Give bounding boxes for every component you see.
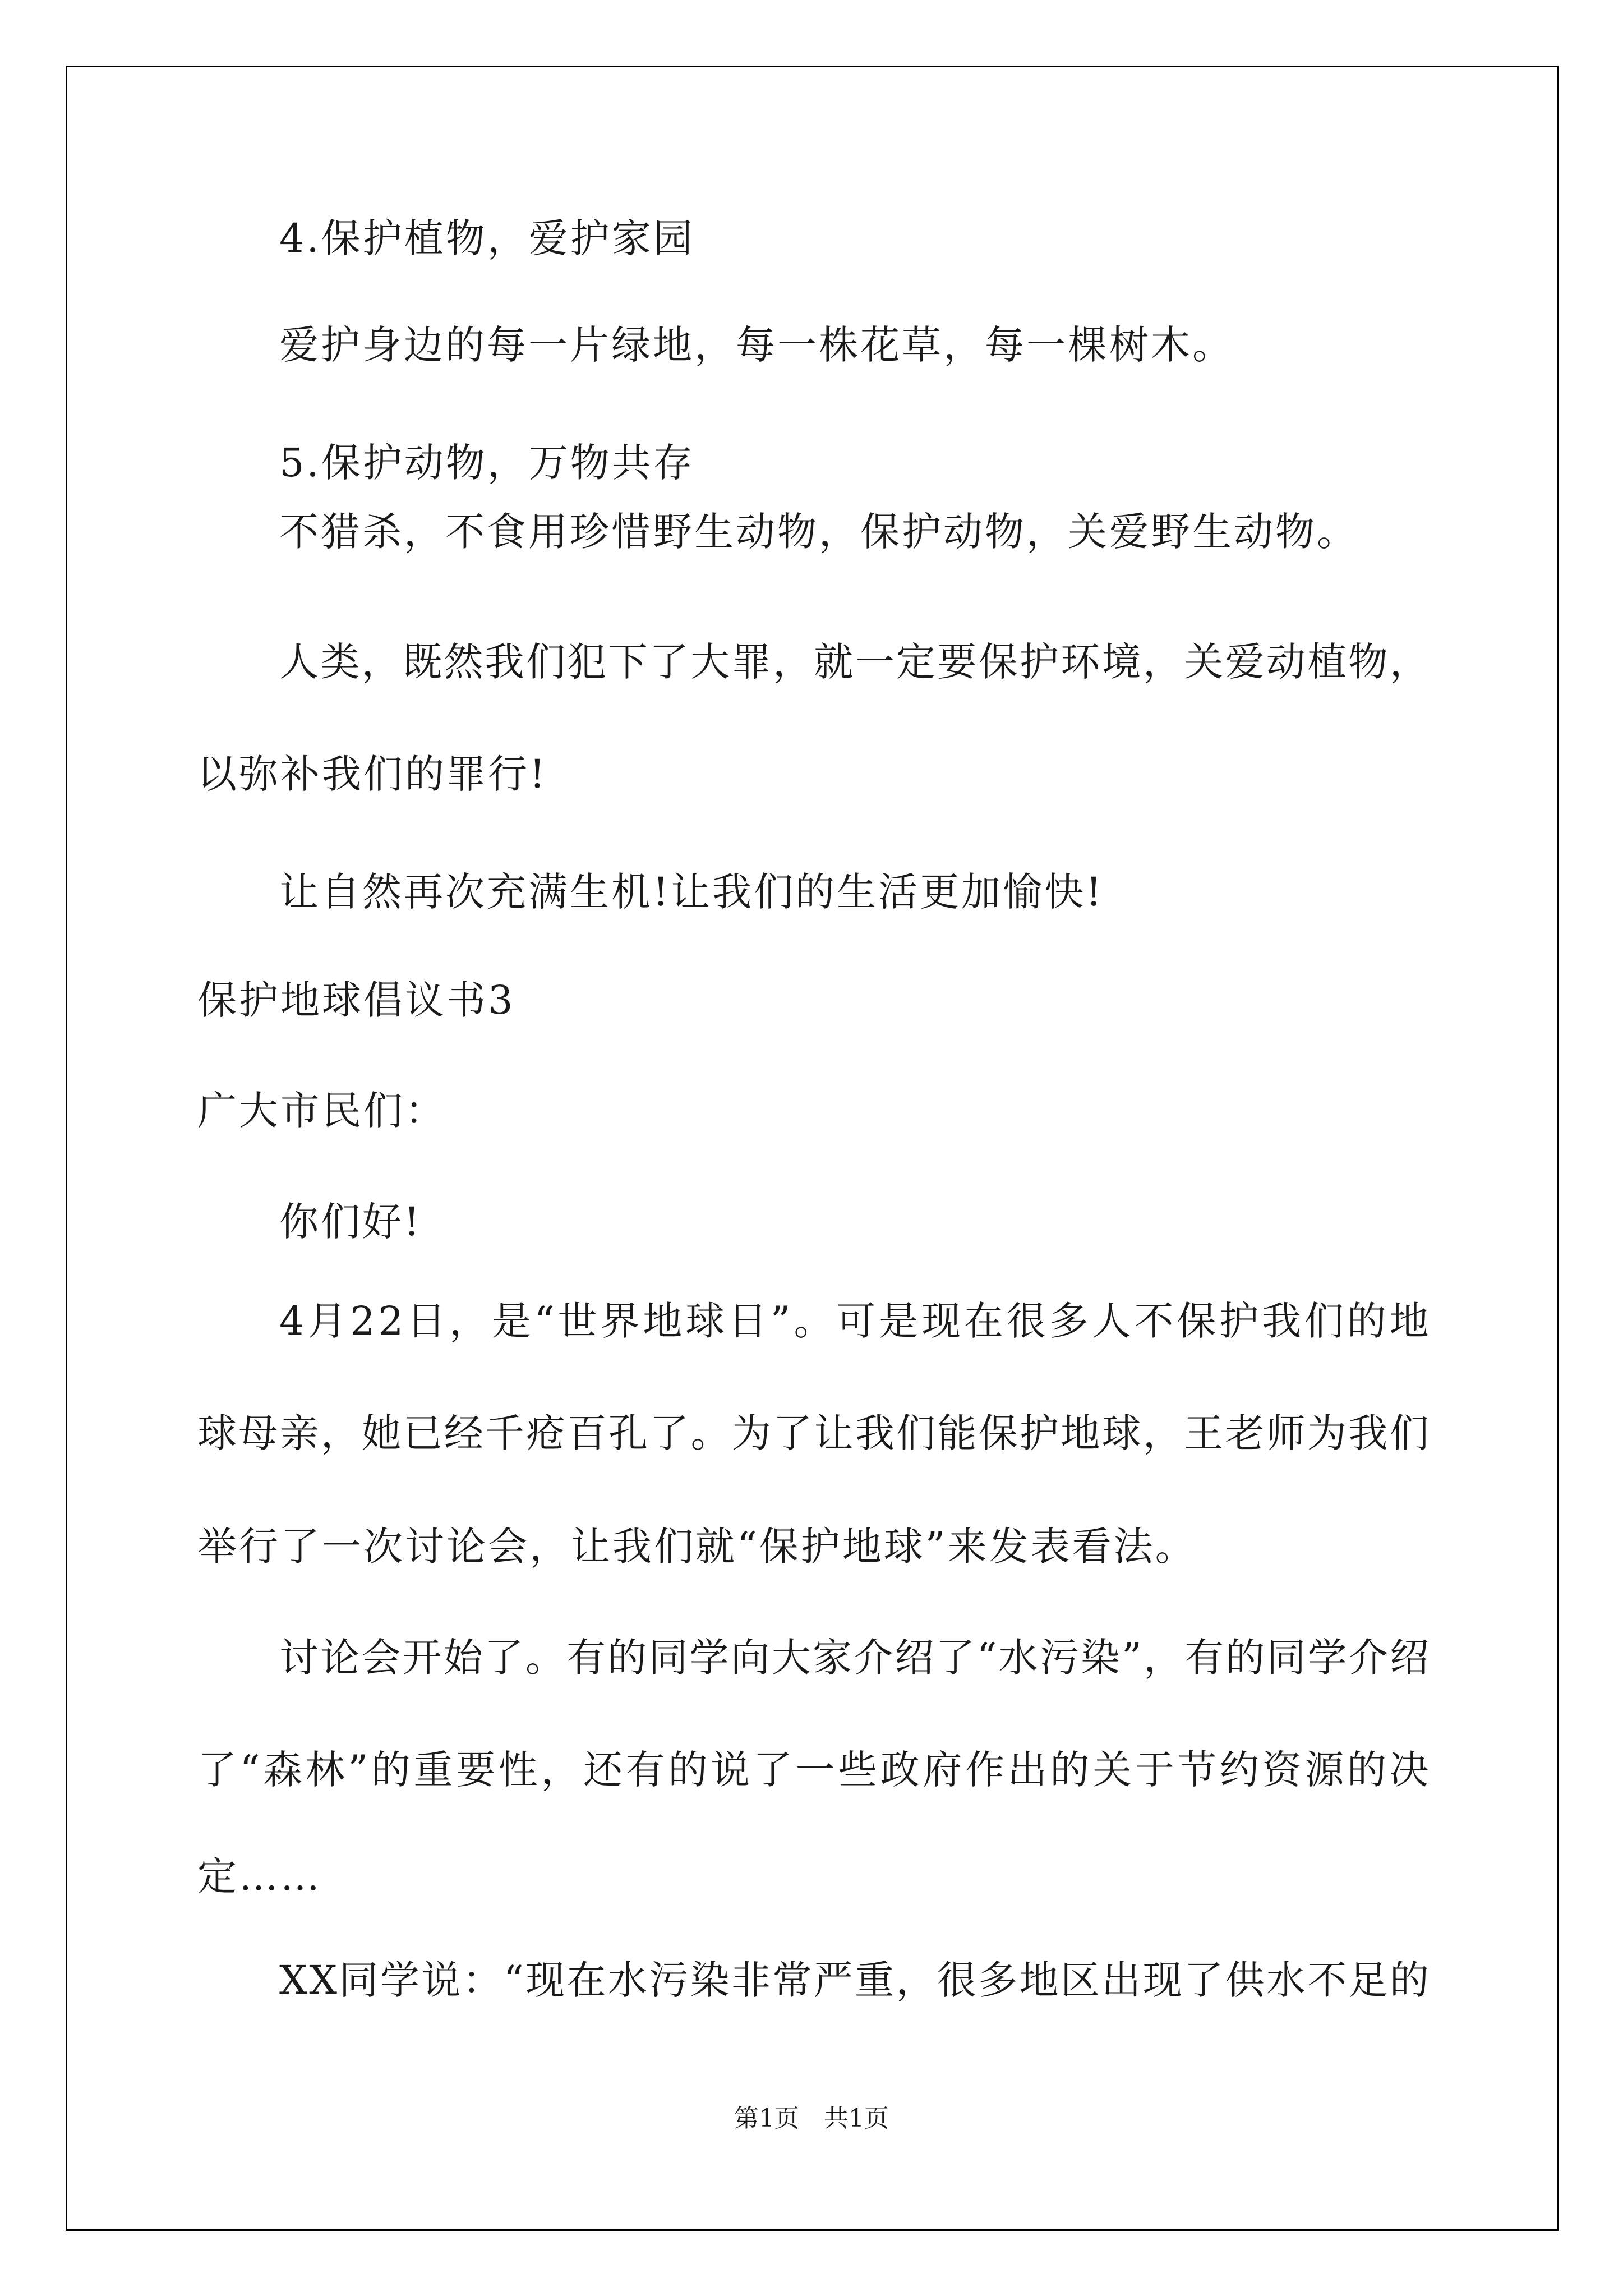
text-line: 让自然再次充满生机!让我们的生活更加愉快!: [279, 869, 1104, 915]
text-line: 4 月 2 2 日 ， 是 “ 世 界 地 球 日 ” 。 可 是 现 在 很 多 人 不 保 护 我 们 的 地: [279, 1298, 1429, 1344]
text-line: 定……: [197, 1853, 322, 1899]
text-line: 爱护身边的每一片绿地，每一株花草，每一棵树木。: [279, 322, 1234, 368]
text-line: 讨 论 会 开 始 了 。 有 的 同 学 向 大 家 介 绍 了 “ 水 污 染 ” ， 有 的 同 学 介 绍: [279, 1635, 1429, 1681]
page-footer: 第1页 共1页: [734, 2104, 889, 2133]
text-line: X X 同 学 说 ： “ 现 在 水 污 染 非 常 严 重 ， 很 多 地 区 出 现 了 供 水 不 足 的: [279, 1957, 1429, 2003]
text-line: 以弥补我们的罪行!: [197, 751, 548, 797]
text-line: 保护地球倡议书3: [197, 977, 515, 1023]
text-line: 了 “ 森 林 ” 的 重 要 性 ， 还 有 的 说 了 一 些 政 府 作 出 的 关 于 节 约 资 源 的 决: [197, 1747, 1429, 1793]
text-line: 不猎杀，不食用珍惜野生动物，保护动物，关爱野生动物。: [279, 509, 1358, 555]
page-border: [66, 66, 1559, 2231]
text-line: 5.保护动物，万物共存: [279, 440, 695, 486]
text-line: 球 母 亲 ， 她 已 经 千 疮 百 孔 了 。 为 了 让 我 们 能 保 护 地 球 ， 王 老 师 为 我 们: [197, 1410, 1429, 1456]
text-line: 广大市民们：: [197, 1088, 446, 1134]
text-line: 4.保护植物，爱护家园: [279, 215, 695, 261]
text-line: 你们好!: [279, 1199, 422, 1245]
text-line: 举行了一次讨论会，让我们就“保护地球”来发表看法。: [197, 1524, 1197, 1570]
text-line: 人 类 ， 既 然 我 们 犯 下 了 大 罪 ， 就 一 定 要 保 护 环 境 ， 关 爱 动 植 物 ，: [279, 639, 1429, 685]
